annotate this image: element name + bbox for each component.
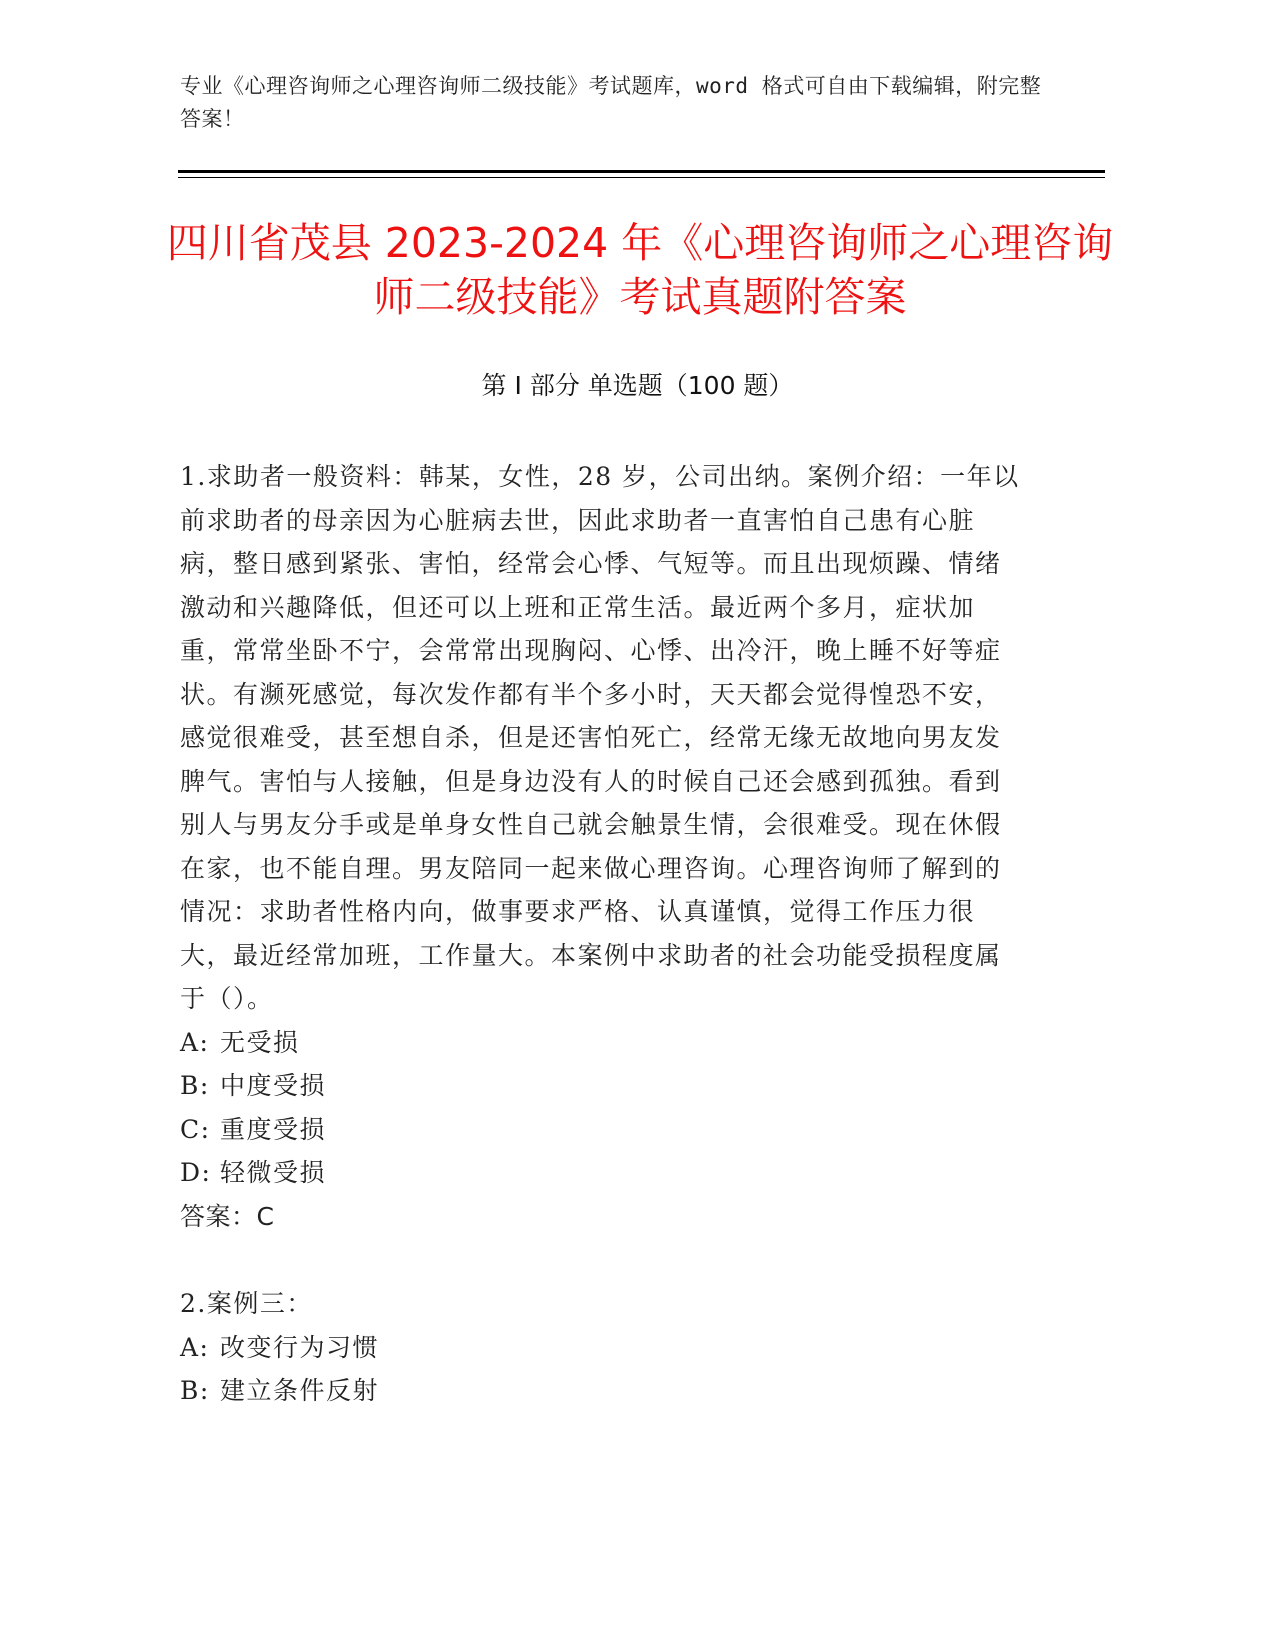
option-text: 轻微受损 <box>220 1158 327 1187</box>
option-letter: C: <box>180 1114 211 1144</box>
option-text: 中度受损 <box>220 1071 327 1100</box>
option-letter: D: <box>180 1158 212 1187</box>
header-divider-thin <box>178 177 1105 178</box>
question-stem: 2.案例三： <box>180 1289 313 1318</box>
question-stem: 1.求助者一般资料：韩某，女性，28 岁，公司出纳。案例介绍：一年以前求助者的母亲因为心脏病去世，因此求助者一直害怕自己患有心脏病，整日感到紧张、害怕，经常会心悸、气短等。而且出现烦躁、情绪激动和兴趣降低，但还可以上班和正常生活。最近两个多月，症状加重，常常坐卧不宁，会常常出现胸闷、心悸、出冷汗，晚上睡不好等症状。有濒死感觉，每次发作都有半个多小时，天天都会觉得惶恐不安，感觉很难受，甚至想自杀，但是还害怕死亡，经常无缘无故地向男友发脾气。害怕与人接触，但是身边没有人的时候自己还会感到孤独。看到别人与男友分手或是单身女性自己就会触景生情，会很难受。现在休假在家，也不能自理。男友陪同一起来做心理咨询。心理咨询师了解到的情况：求助者性格内向，做事要求严格、认真谨慎，觉得工作压力很大，最近经常加班，工作量大。本案例中求助者的社会功能受损程度属于（）。 <box>180 462 1020 1013</box>
section-heading: 第 I 部分 单选题（100 题） <box>481 371 794 400</box>
option-c <box>180 1108 1020 1152</box>
option-b <box>180 1064 1020 1108</box>
header-divider-thick <box>178 170 1105 173</box>
option-letter: B: <box>180 1376 210 1405</box>
option-letter: A: <box>180 1332 210 1362</box>
option-a <box>180 1326 1020 1370</box>
question-list <box>180 455 1020 1413</box>
option-letter: B: <box>180 1071 210 1100</box>
option-b <box>180 1369 1020 1413</box>
option-d <box>180 1151 1020 1195</box>
document-title: 四川省茂县 2023-2024 年《心理咨询师之心理咨询师二级技能》考试真题附答案 <box>166 219 1114 321</box>
question-2 <box>180 1282 1020 1413</box>
option-text: 无受损 <box>220 1027 300 1057</box>
question-1 <box>180 455 1020 1238</box>
option-text: 改变行为习惯 <box>220 1332 380 1362</box>
option-letter: A: <box>180 1027 210 1057</box>
header-note: 专业《心理咨询师之心理咨询师二级技能》考试题库，word 格式可自由下载编辑，附完整答案！ <box>180 74 1042 131</box>
option-text: 重度受损 <box>220 1114 327 1144</box>
option-a <box>180 1021 1020 1065</box>
question-spacer <box>180 1238 1020 1282</box>
answer-line: 答案：C <box>180 1201 275 1231</box>
option-text: 建立条件反射 <box>220 1376 380 1405</box>
